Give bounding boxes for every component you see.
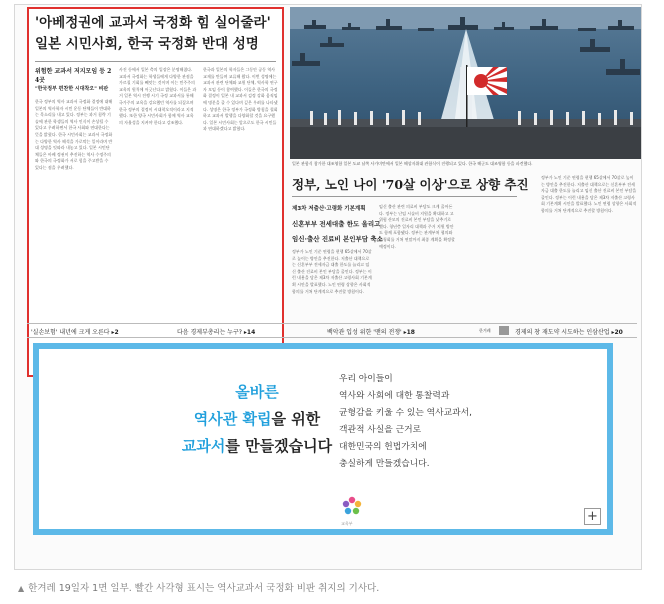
- ad-slogan-line3-rest: 를 만들겠습니다: [225, 437, 333, 455]
- ad-body-line: 우리 아이들이: [339, 374, 393, 384]
- index-item-4-text: 경제의 창 재도약 시도하는 인삼산업: [515, 329, 610, 336]
- warship-photo: [290, 7, 642, 159]
- index-item-3-page: ▸18: [403, 329, 415, 336]
- ad-slogan-line2-highlight: 역사관 확립: [193, 410, 272, 428]
- highlighted-article: [27, 7, 284, 377]
- middle-article-divider: [292, 196, 517, 197]
- rising-sun-flag: [467, 67, 507, 95]
- ministry-logo-text: 교육부: [341, 521, 353, 526]
- article-headline-line2: 일본 시민사회, 한국 국정화 반대 성명: [35, 36, 259, 52]
- index-strip: [27, 323, 637, 338]
- index-item-3-text: 백악관 입성 위한 '맨의 전쟁': [327, 329, 402, 336]
- middle-article-sub3: 임신·출산 진료비 본인부담 축소: [292, 235, 383, 243]
- index-item-3[interactable]: [327, 327, 415, 336]
- caption-marker-icon: ▲: [18, 584, 25, 593]
- index-brand-mark: [499, 326, 509, 335]
- expand-image-button[interactable]: +: [584, 508, 601, 525]
- article-column-2-text: 사진 등에서 일본 측의 입장은 분명해졌다. 교과서 국정화는 학생들에게 다양한 관점을 가르칠 기회를 빼앗는 것이며 이는 민주주의 교육의 원칙에 어긋난다고 밝혔다. 이들은 과거 일본 역시 전쟁 시기 국정 교과서를 통해 국가주의 교육을 강요했던 역사를 되짚으며 한국 정부의 결정이 시대착오적이라고 지적했다. 또한 양국 시민사회가 함께 역사 교육의 자율성을 지켜야 한다고 강조했다.: [119, 67, 197, 125]
- article-column-3-text: 한국과 일본의 학자들은 그동안 공동 역사 교재를 만들며 교류해 왔다. 이번 성명에는 교과서 관련 단체와 교원 단체, 역사학 연구자 모임 등이 참여했다. 이들은 한국의 국정화 결정이 일본 내 교과서 검정 강화 움직임에 명분을 줄 수 있다며 깊은 우려를 나타냈다. 성명은 한국 정부가 국정화 방침을 철회하고 교과서 발행을 다양화할 것을 요구했다. 일본 시민사회는 앞으로도 한국 시민들과 연대하겠다고 밝혔다.: [203, 67, 278, 132]
- index-item-4[interactable]: [515, 327, 623, 336]
- photo-caption: 일본 관함식 참가한 대조영함 일본 도쿄 남쪽 사가미만에서 일본 해상자위대 관함식이 진행되고 있다. 한국 해군도 대조영함 등을 파견했다.: [292, 161, 533, 166]
- ad-slogan-line2: [157, 406, 357, 433]
- index-item-2-page: ▸14: [243, 329, 256, 336]
- ad-body-line: 객관적 사실을 근거로: [339, 425, 422, 435]
- middle-article-title: 정부, 노인 나이 '70살 이상'으로 상향 추진: [292, 177, 529, 192]
- newspaper-page: [14, 4, 642, 570]
- middle-article-sub2: 신혼부부 전세대출 한도 올리고: [292, 220, 381, 228]
- ad-body-line: 역사와 사회에 대한 통찰력과: [339, 391, 450, 401]
- article-column-3: [203, 67, 279, 351]
- index-item-1-text: '실손보험' 내년에 크게 오른다: [31, 329, 110, 336]
- warship-photo-image: [290, 7, 642, 159]
- government-ad: [33, 343, 613, 535]
- ad-body-line: 충실하게 만들겠습니다.: [339, 459, 430, 469]
- image-caption: [18, 580, 379, 594]
- index-item-2[interactable]: [177, 327, 255, 336]
- ad-body-line: 균형감을 키울 수 있는 역사교과서,: [339, 408, 472, 418]
- index-item-1[interactable]: [31, 327, 119, 336]
- ad-slogan-line1: 올바른: [235, 383, 279, 401]
- article-subhead-2: "한국정부 편찬한 시대착오" 비판: [35, 86, 109, 92]
- index-item-2-text: 다음 경제부총리는 누구?: [177, 329, 242, 336]
- ad-slogan-line3: [157, 433, 357, 460]
- article-column-1-text: 한국 정부의 역사 교과서 국정화 결정에 대해 일본의 역사학자 시민 운동 단체들이 반대하는 목소리를 내고 있다. 정부는 과거 침략 기술에 관한 학생들의 역사 인식이 손상될 수 있다고 우려하면서 한국 사회와 연대한다는 뜻을 밝혔다. 한국 시민사회는 교과서 국정화는 다양한 역사 해석을 가로막는 일이라며 반대 성명을 잇따라 내놓고 있다. 일본 시민단체들은 아베 정권이 추진하는 역사 수정주의와 한국의 국정화가 서로 힘을 주고받을 수 있다는 점을 우려했다.: [35, 99, 113, 170]
- headline-divider: [35, 61, 276, 62]
- index-brand: 한겨레: [479, 328, 491, 333]
- index-item-1-page: ▸2: [111, 329, 119, 336]
- ad-slogan: [157, 379, 357, 460]
- ad-slogan-line2-rest: 을 위한: [271, 410, 321, 428]
- side-article-column: 정부가 노인 기준 연령을 현행 65살에서 70살로 높이는 방안을 추진한다. 저출산 대책으로는 신혼부부 전세자금 대출 한도를 늘리고 임신 출산 진료비 본인 부담을 줄인다. 정부는 이런 내용을 담은 제3차 저출산 고령사회 기본계획 시안을 발표했다. 노인 연령 상향은 사회적 합의를 거쳐 단계적으로 추진할 방침이다.: [541, 175, 637, 213]
- article-headline-line1: '아베정권에 교과서 국정화 힘 실어줄라': [35, 15, 271, 31]
- article-column-1: [35, 67, 113, 367]
- ad-body-text: [339, 371, 549, 473]
- ad-slogan-line3-highlight: 교과서: [181, 437, 226, 455]
- image-caption-text: 한겨레 19일자 1면 일부. 빨간 사각형 표시는 역사교과서 국정화 비판 취지의 기사다.: [28, 583, 380, 594]
- ad-body-line: 대한민국의 헌법가치에: [339, 442, 427, 452]
- index-item-4-page: ▸20: [611, 329, 623, 336]
- middle-article-column-1: 정부가 노인 기준 연령을 현행 65살에서 70살로 높이는 방안을 추진한다. 저출산 대책으로는 신혼부부 전세자금 대출 한도를 늘리고 임신 출산 진료비 본인 부담을 줄인다. 정부는 이런 내용을 담은 제3차 저출산 고령사회 기본계획 시안을 발표했다. 노인 연령 상향은 사회적 합의를 거쳐 단계적으로 추진할 방침이다.: [292, 249, 372, 294]
- article-subhead: 위험한 교과서 저지모임 등 24곳: [35, 68, 112, 84]
- middle-article-sub1: 제3차 저출산·고령화 기본계획: [292, 206, 366, 212]
- ministry-logo-icon: [339, 493, 365, 519]
- middle-article-column-2: 임신 출산 관련 의료비 부담도 크게 줄어든다. 정부는 난임 시술비 지원을 확대하고 고위험 산모의 진료비 본인 부담을 낮추기로 했다. 청년층 일자리 대책과 주거 지원 방안도 함께 포함됐다. 정부는 관계부처 협의와 공청회를 거쳐 연말까지 최종 계획을 확정할 예정이다.: [379, 204, 455, 249]
